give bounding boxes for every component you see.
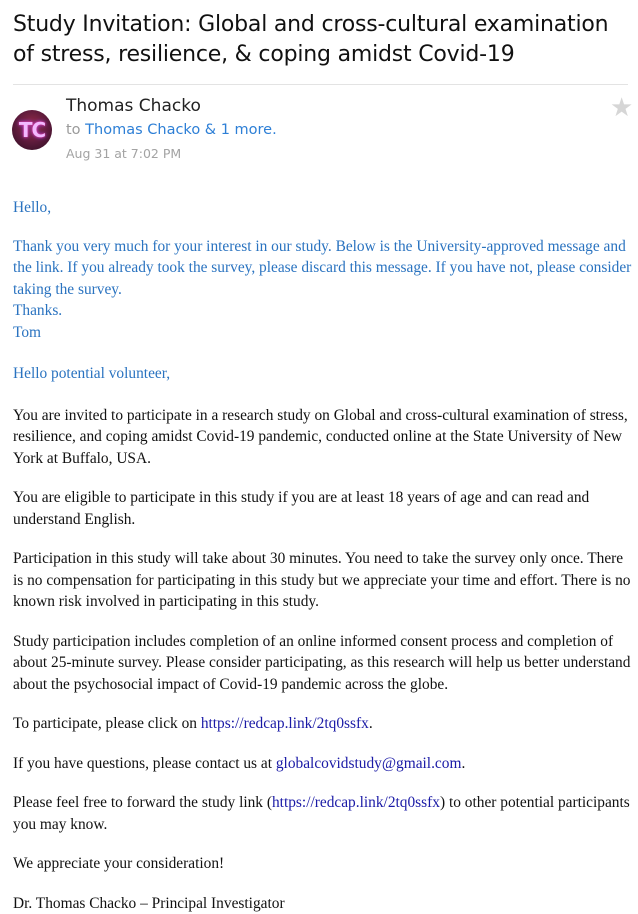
recipients-link[interactable]: Thomas Chacko & 1 more.: [85, 122, 277, 138]
email-date: Aug 31 at 7:02 PM: [66, 146, 181, 161]
intro-paragraph: Thank you very much for your interest in our study. Below is the University-approved message and the link. If you already took the survey, please discard this message. If you have not, please consider taking the survey.: [13, 236, 633, 301]
questions-line: [13, 753, 633, 775]
sign-line: Tom: [13, 322, 633, 344]
questions-suffix: .: [461, 755, 465, 772]
email-body: [13, 197, 633, 914]
participate-suffix: .: [369, 715, 373, 732]
header-divider: [13, 84, 628, 85]
forward-line: [13, 792, 633, 835]
to-label: to: [66, 122, 81, 138]
participate-line: [13, 713, 633, 735]
paragraph-consent: Study participation includes completion of an online informed consent process and completion of about 25-minute survey. Please consider participating, as this research will help us better understand about the psychosocial impact of Covid-19 pandemic across the globe.: [13, 631, 633, 696]
email-subject: Study Invitation: Global and cross-cultural examination of stress, resilience, & coping amidst Covid-19: [13, 10, 628, 70]
paragraph-eligibility: You are eligible to participate in this study if you are at least 18 years of age and can read and understand English.: [13, 487, 633, 530]
forward-prefix: Please feel free to forward the study link (: [13, 794, 272, 811]
participate-prefix: To participate, please click on: [13, 715, 201, 732]
forward-suffix: ) to other potential participants you may know.: [13, 794, 630, 833]
questions-prefix: If you have questions, please contact us at: [13, 755, 276, 772]
star-icon[interactable]: ★: [610, 94, 633, 120]
volunteer-greeting: Hello potential volunteer,: [13, 363, 633, 385]
paragraph-invite: You are invited to participate in a research study on Global and cross-cultural examination of stress, resilience, and coping amidst Covid-19 pandemic, conducted online at the State University of New York at Buffalo, USA.: [13, 405, 633, 470]
paragraph-duration: Participation in this study will take about 30 minutes. You need to take the survey only once. There is no compensation for participating in this study but we appreciate your time and effort. There is no known risk involved in participating in this study.: [13, 548, 633, 613]
thanks-line: Thanks.: [13, 300, 633, 322]
survey-link[interactable]: https://redcap.link/2tq0ssfx: [201, 715, 369, 732]
greeting: Hello,: [13, 197, 633, 219]
recipients-line: [66, 122, 277, 138]
sender-name[interactable]: Thomas Chacko: [66, 96, 201, 116]
signature-line: Dr. Thomas Chacko – Principal Investigator: [13, 893, 633, 914]
contact-email-link[interactable]: globalcovidstudy@gmail.com: [276, 755, 462, 772]
sender-avatar[interactable]: TC: [12, 110, 52, 150]
forward-survey-link[interactable]: https://redcap.link/2tq0ssfx: [272, 794, 440, 811]
appreciation-line: We appreciate your consideration!: [13, 853, 633, 875]
